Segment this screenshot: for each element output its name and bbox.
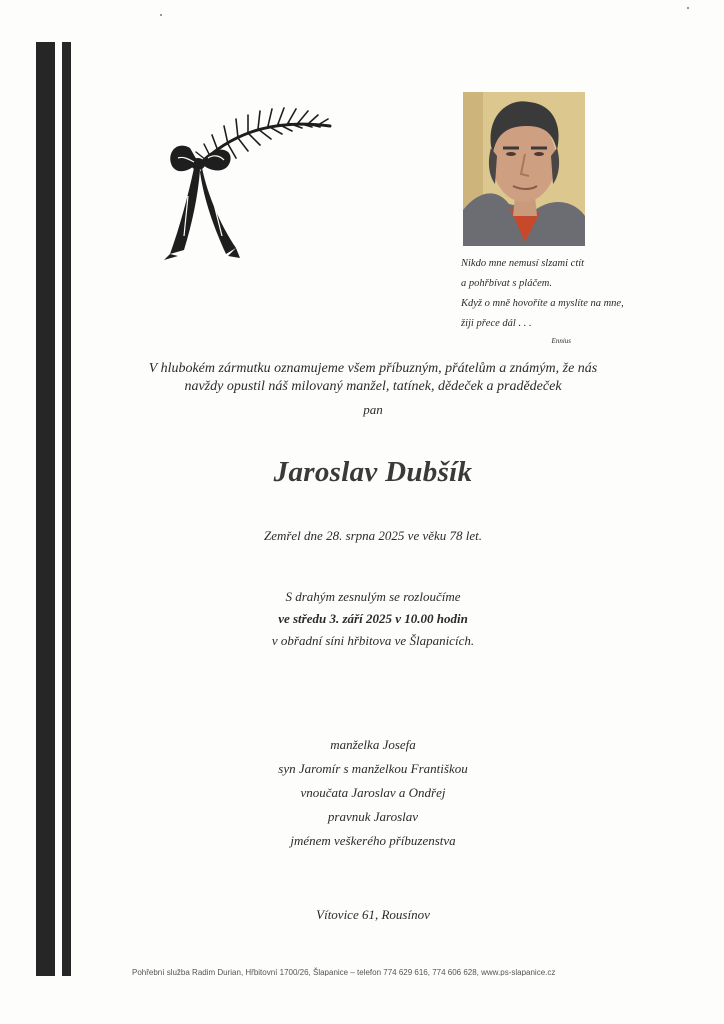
memorial-poem	[461, 254, 701, 348]
mourner-line: vnoučata Jaroslav a Ondřej	[300, 785, 446, 800]
mourner-line: pravnuk Jaroslav	[327, 809, 419, 824]
funeral-details	[100, 586, 646, 652]
intro-line: navždy opustil náš milovaný manžel, tatínek, dědeček a pradědeček	[184, 379, 562, 394]
deceased-name: Jaroslav Dubšík	[273, 456, 473, 488]
family-address: Vítovice 61, Rousínov	[316, 907, 430, 922]
mourning-bar-thick	[36, 42, 55, 976]
salutation: pan	[363, 402, 383, 417]
poem-line: a pohřbívat s pláčem.	[461, 278, 552, 289]
funeral-location: v obřadní síni hřbitova ve Šlapanicích.	[271, 633, 475, 648]
funeral-line: S drahým zesnulým se rozloučíme	[285, 589, 461, 604]
funeral-service-footer	[132, 966, 592, 976]
portrait-photo	[463, 92, 585, 246]
poem-line: žiji přece dál . . .	[461, 318, 532, 329]
mourner-line: jménem veškerého příbuzenstva	[290, 833, 456, 848]
scan-speck	[160, 14, 162, 16]
announcement-intro	[100, 360, 646, 396]
death-notice: Zemřel dne 28. srpna 2025 ve věku 78 let.	[263, 528, 483, 543]
intro-line: V hlubokém zármutku oznamujeme všem příbuzným, přátelům a známým, že nás	[148, 361, 598, 376]
mourner-line: manželka Josefa	[330, 737, 416, 752]
mourning-bar-thin	[62, 42, 71, 976]
mourner-line: syn Jaromír s manželkou Františkou	[278, 761, 468, 776]
palm-branch-ribbon-icon	[158, 96, 338, 260]
scan-speck	[687, 7, 689, 9]
poem-author: Ennius	[551, 337, 571, 345]
poem-line: Když o mně hovoříte a myslíte na mne,	[461, 298, 624, 309]
poem-line: Nikdo mne nemusí slzami ctít	[461, 258, 585, 269]
funeral-date-time: ve středu 3. září 2025 v 10.00 hodin	[278, 611, 468, 626]
mourners-list	[100, 733, 646, 853]
footer-text: Pohřební služba Radim Durian, Hřbitovní 1700/26, Šlapanice – telefon 774 629 616, 774 606 628, www.ps-slapanice.cz	[132, 968, 556, 976]
